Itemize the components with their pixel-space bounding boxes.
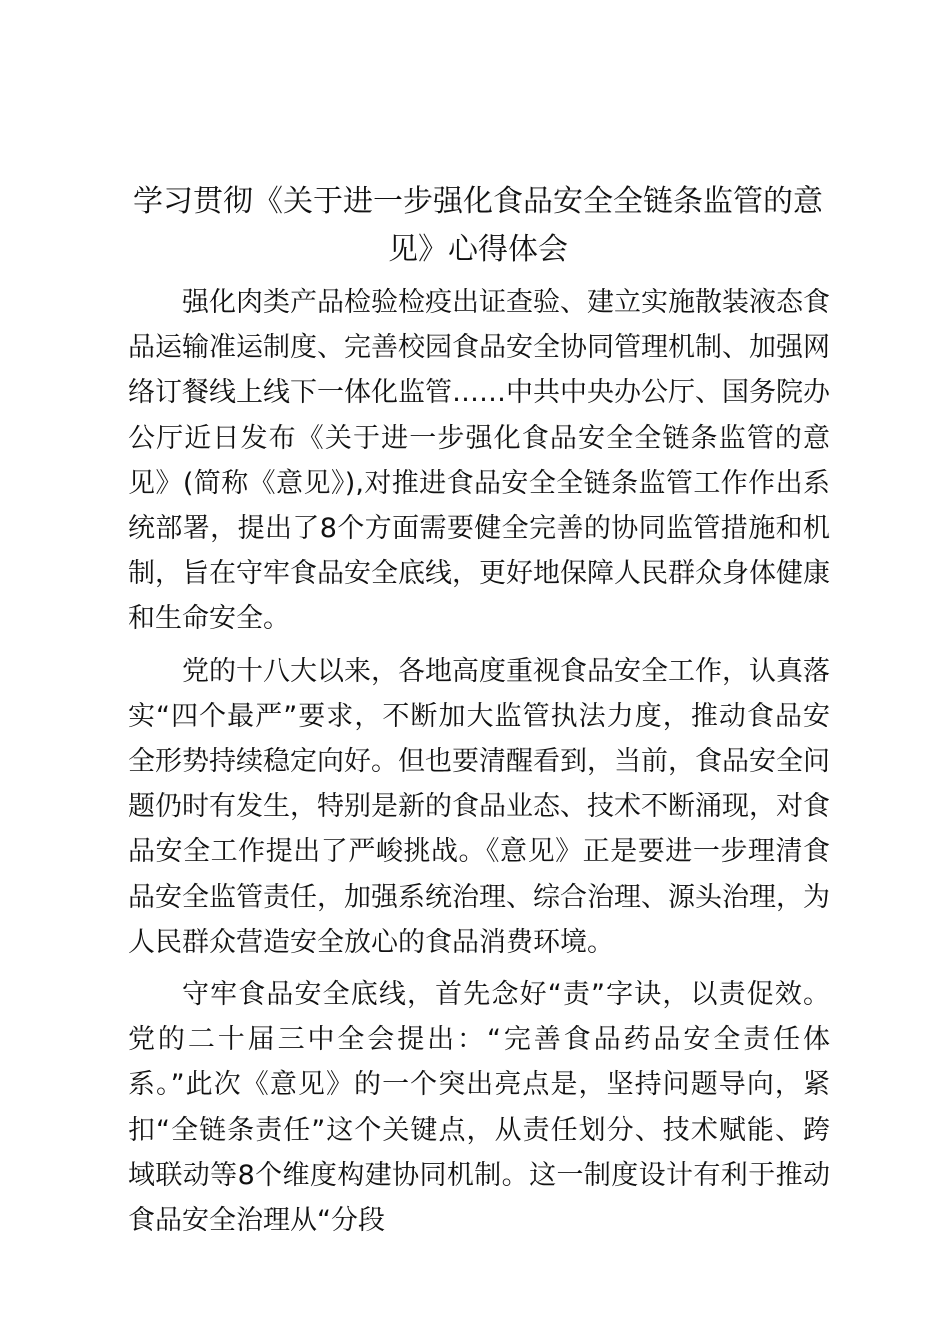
- paragraph-2: 党的十八大以来，各地高度重视食品安全工作，认真落实“四个最严”要求，不断加大监管执法力度，推动食品安全形势持续稳定向好。但也要清醒看到，当前，食品安全问题仍时有发生，特别是新的食品业态、技术不断涌现，对食品安全工作提出了严峻挑战。《意见》正是要进一步理清食品安全监管责任，加强系统治理、综合治理、源头治理，为人民群众营造安全放心的食品消费环境。: [128, 655, 830, 958]
- paragraph-3: 守牢食品安全底线，首先念好“责”字诀，以责促效。党的二十届三中全会提出：“完善食品药品安全责任体系。”此次《意见》的一个突出亮点是，坚持问题导向，紧扣“全链条责任”这个关键点，从责任划分、技术赋能、跨域联动等8个维度构建协同机制。这一制度设计有利于推动食品安全治理从“分段: [128, 979, 830, 1237]
- document-body: [128, 280, 830, 1250]
- paragraph-1: 强化肉类产品检验检疫出证查验、建立实施散装液态食品运输准运制度、完善校园食品安全协同管理机制、加强网络订餐线上线下一体化监管……中共中央办公厅、国务院办公厅近日发布《关于进一步强化食品安全全链条监管的意见》(简称《意见》),对推进食品安全全链条监管工作作出系统部署，提出了8个方面需要健全完善的协同监管措施和机制，旨在守牢食品安全底线，更好地保障人民群众身体健康和生命安全。: [128, 287, 830, 635]
- document-title: 学习贯彻《关于进一步强化食品安全全链条监管的意见》心得体会: [133, 184, 823, 267]
